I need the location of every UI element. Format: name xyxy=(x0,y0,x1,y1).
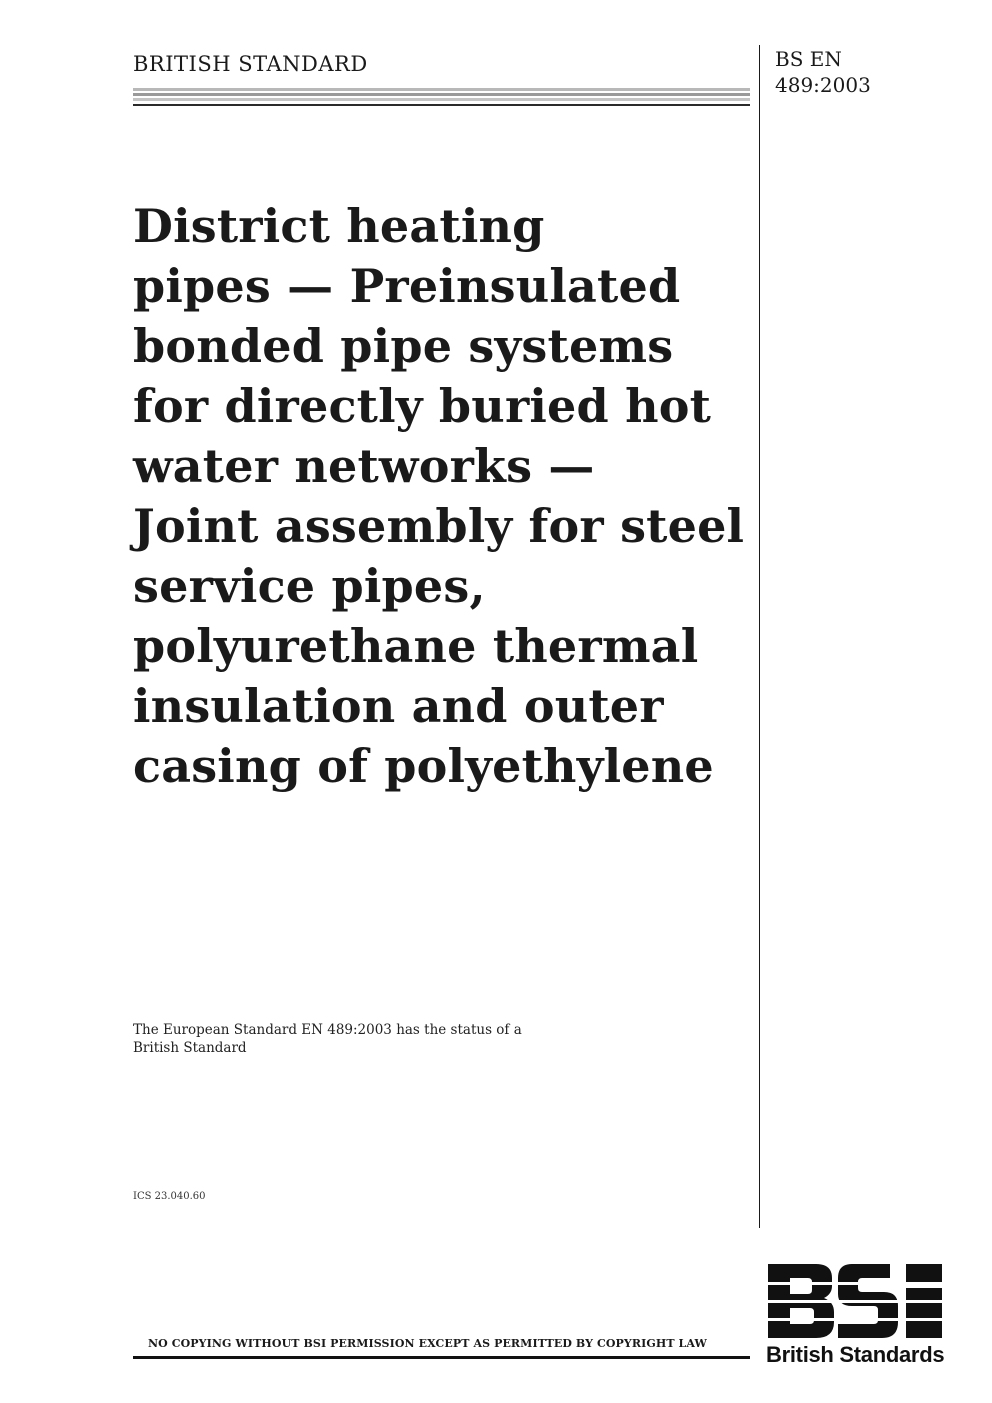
status-line-1: The European Standard EN 489:2003 has the status of a xyxy=(133,1022,522,1038)
title-line: bonded pipe systems xyxy=(133,319,674,373)
header-rule-light-2 xyxy=(133,93,750,96)
title-line: pipes — Preinsulated xyxy=(133,259,681,313)
copyright-notice: NO COPYING WITHOUT BSI PERMISSION EXCEPT AS PERMITTED BY COPYRIGHT LAW xyxy=(148,1337,707,1350)
header-rule-light-3 xyxy=(133,98,750,101)
header-rule-light-1 xyxy=(133,88,750,91)
status-line-2: British Standard xyxy=(133,1040,247,1056)
bsi-logo-caption: British Standards xyxy=(766,1342,945,1367)
notice-rule xyxy=(133,1356,750,1359)
document-number-line-2: 489:2003 xyxy=(775,73,871,97)
header-rule-dark xyxy=(133,104,750,106)
document-title xyxy=(133,196,748,796)
title-line: service pipes, xyxy=(133,559,486,613)
status-statement xyxy=(133,1021,522,1057)
title-line: insulation and outer xyxy=(133,679,664,733)
title-line: casing of polyethylene xyxy=(133,739,714,793)
vertical-divider xyxy=(759,45,760,1228)
document-number xyxy=(775,46,871,98)
standard-type-label: BRITISH STANDARD xyxy=(133,52,368,76)
document-number-line-1: BS EN xyxy=(775,47,842,71)
title-line: water networks — xyxy=(133,439,595,493)
ics-code: ICS 23.040.60 xyxy=(133,1191,206,1202)
title-line: Joint assembly for steel xyxy=(133,499,745,553)
title-line: District heating xyxy=(133,199,545,253)
title-line: polyurethane thermal xyxy=(133,619,699,673)
title-line: for directly buried hot xyxy=(133,379,712,433)
